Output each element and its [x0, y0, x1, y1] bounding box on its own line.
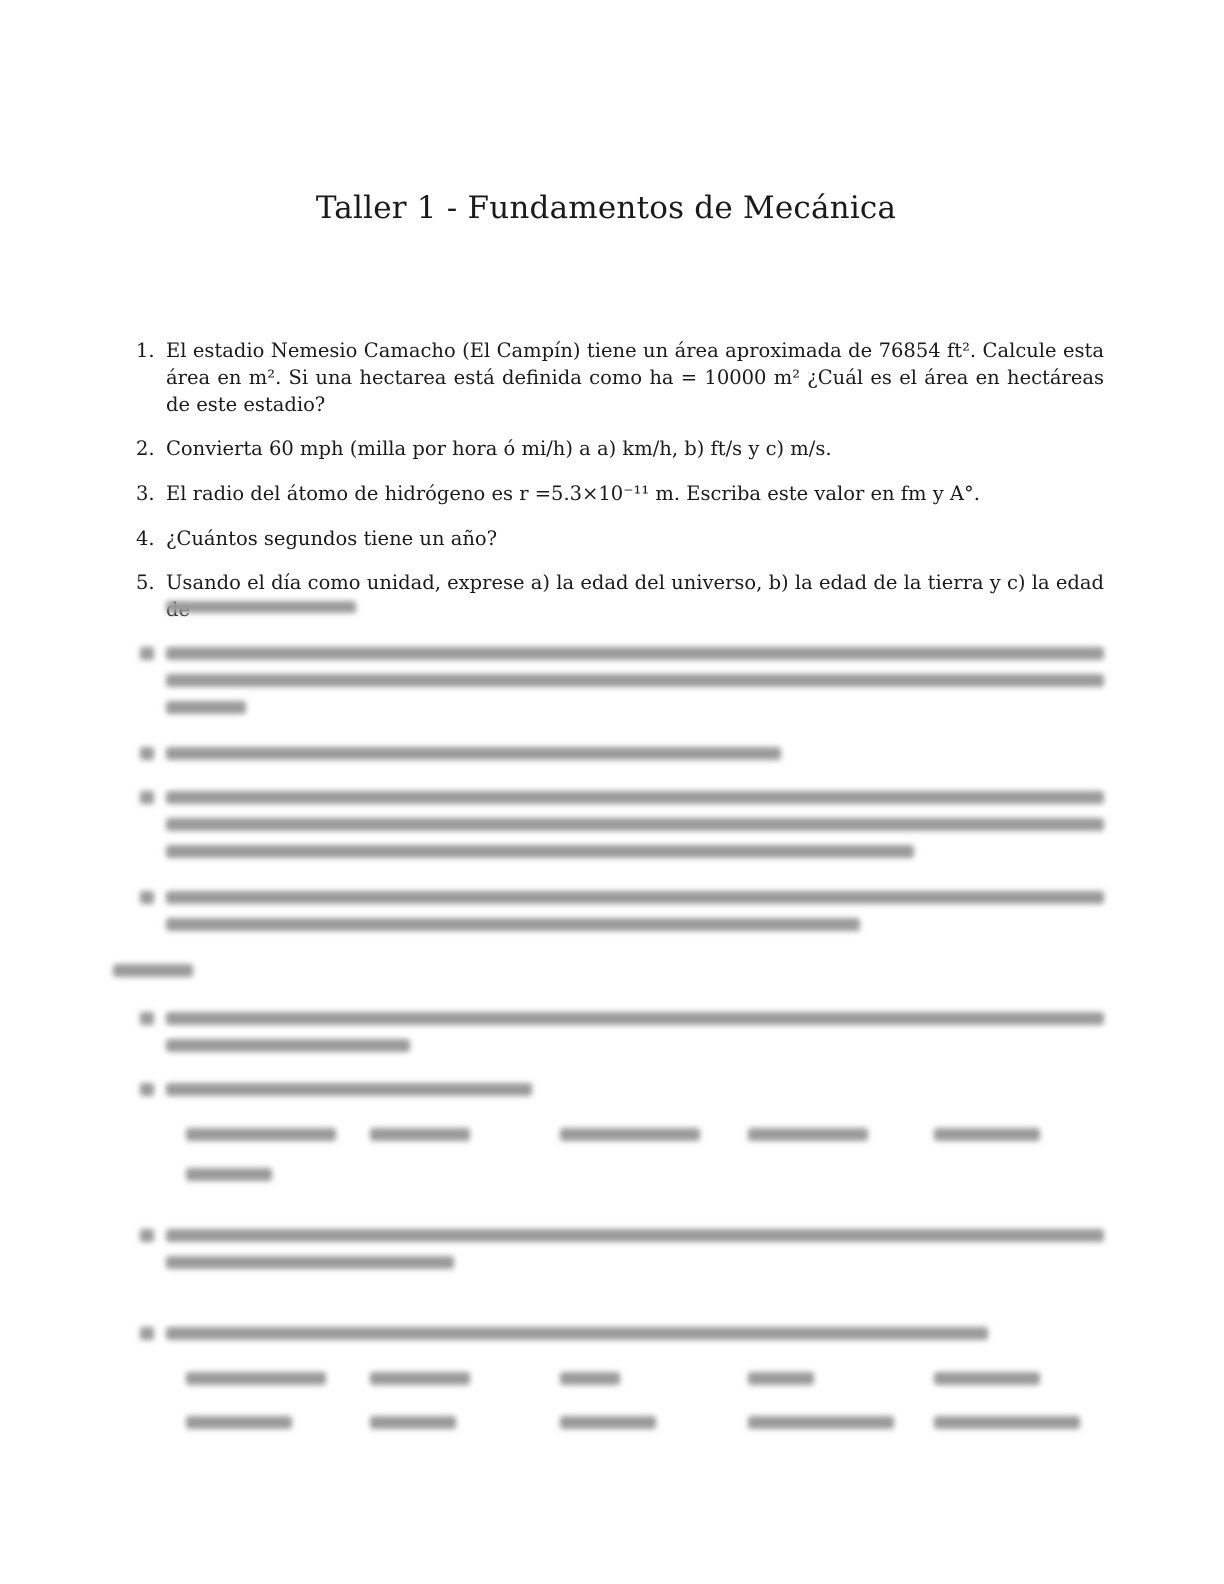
problem-number: 4. [136, 527, 155, 550]
problem-number: 2. [136, 437, 155, 460]
problem-number: 5. [136, 571, 155, 594]
problem-number: 3. [136, 482, 155, 505]
problem-text: ¿Cuántos segundos tiene un año? [166, 527, 498, 550]
page-title: Taller 1 - Fundamentos de Mecánica [315, 190, 897, 226]
problem-text: El estadio Nemesio Camacho (El Campín) tiene un área aproximada de 76854 ft². Calcule esta área en m². Si una hectarea está definida como ha = 10000 m² ¿Cuál es el área en hectáreas de este estadio? [166, 339, 1104, 416]
problem-text: Usando el día como unidad, exprese a) la edad del universo, b) la edad de la tierra y c) la edad [166, 571, 1104, 594]
problem-number: 1. [136, 339, 155, 362]
problem-text: El radio del átomo de hidrógeno es r =5.3×10⁻¹¹ m. Escriba este valor en fm y A°. [166, 482, 980, 505]
problem-text: Convierta 60 mph (milla por hora ó mi/h) a a) km/h, b) ft/s y c) m/s. [166, 437, 832, 460]
